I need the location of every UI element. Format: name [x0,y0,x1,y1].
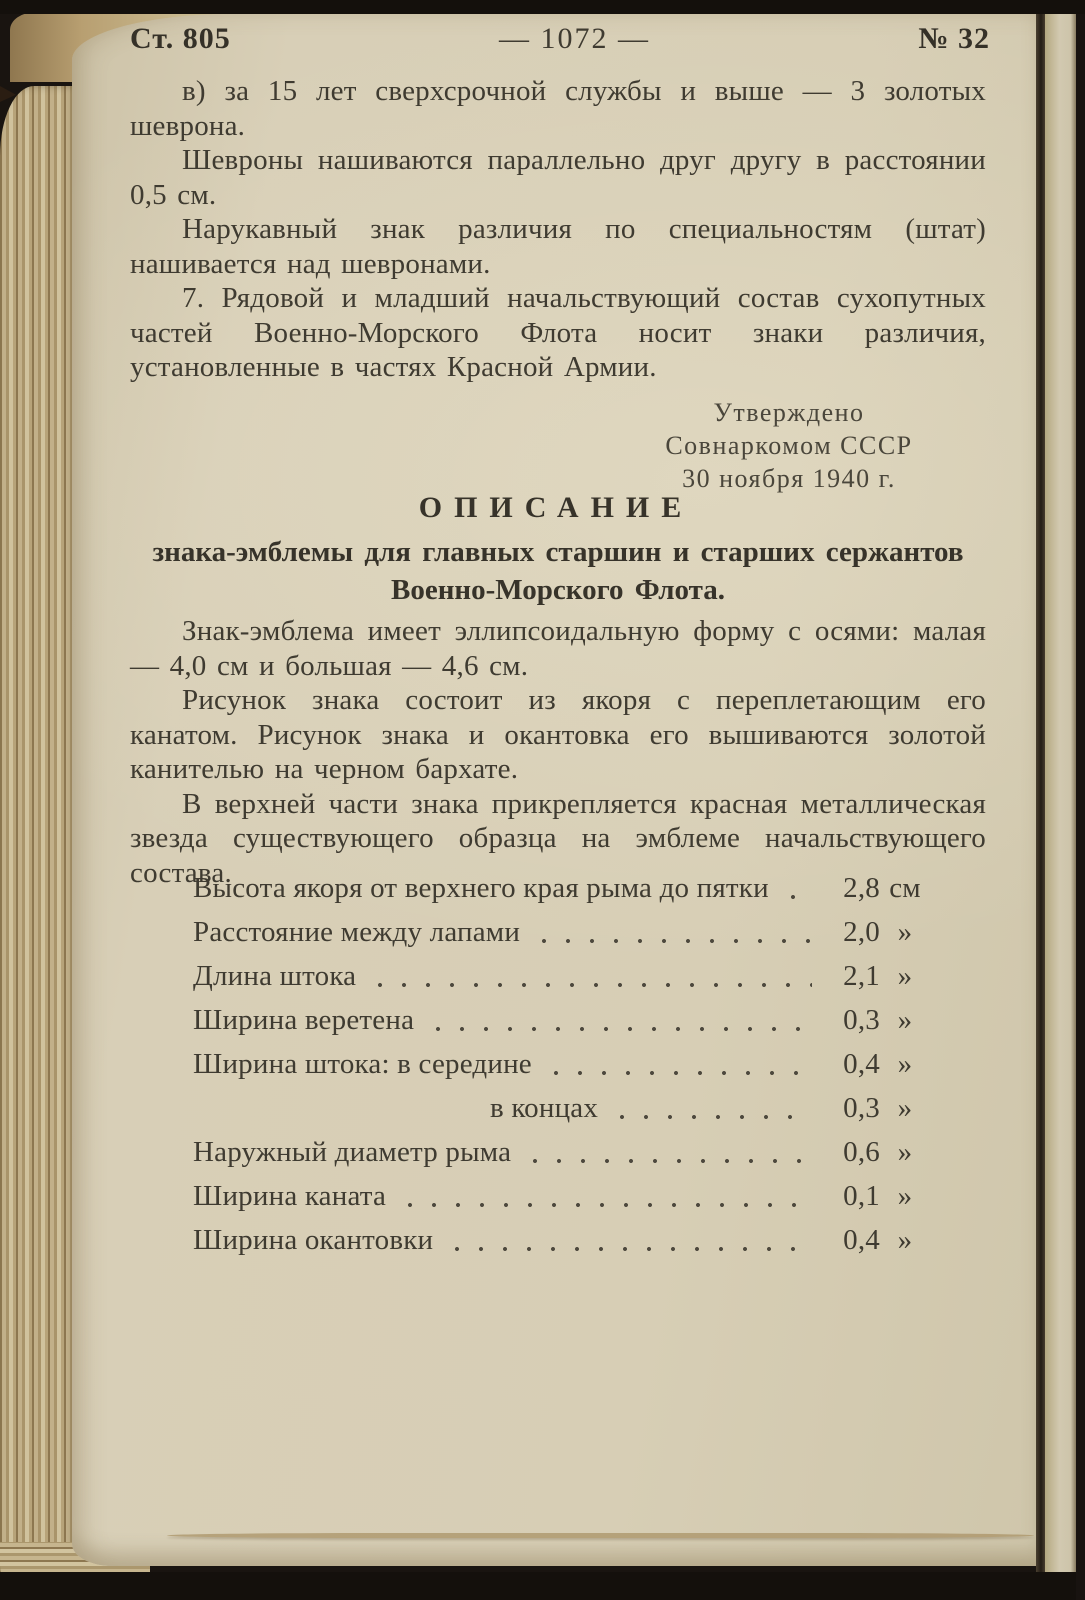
dot-leader [443,1224,812,1258]
paragraph: в) за 15 лет сверхсрочной службы и выше — 3 золотых шеврона. [130,75,986,142]
measurement-row [193,1180,930,1214]
measurement-value: 0,6 [843,1136,880,1168]
measurement-row [193,1092,930,1126]
approval-line: Совнаркомом СССР [665,431,913,460]
measurement-row [193,960,930,994]
paragraph: Нарукавный знак различия по специальностям (штат) нашивается над шевронами. [130,213,986,280]
issue-number: № 32 [918,22,990,55]
measurement-label: в концах [490,1092,599,1124]
measurement-value: 0,3 [843,1092,880,1124]
measurement-value: 0,3 [843,1004,880,1036]
measurement-value: 2,0 [843,916,880,948]
measurement-unit: » [897,1092,913,1124]
scan-bottom-border [0,1572,1085,1600]
measurement-unit: » [897,1136,913,1168]
subheading-line: знака-эмблемы для главных старшин и старших сержантов [152,536,964,568]
measurement-row [193,1136,930,1170]
approval-line: Утверждено [713,398,865,427]
measurement-value: 2,8 [843,872,880,904]
measurement-row [193,916,930,950]
dot-leader [521,1136,812,1170]
intro-paragraphs [130,74,986,385]
approval-note [624,396,954,495]
measurement-unit: » [897,1224,913,1256]
approval-line: 30 ноября 1940 г. [682,464,896,493]
dot-leader [366,960,812,994]
measurement-unit: см [889,872,921,904]
section-subheading [126,533,990,609]
subheading-line: Военно-Морского Флота. [390,574,725,606]
measurement-row [193,872,930,906]
measurements-table [193,872,930,1268]
running-header [130,22,990,56]
measurement-value: 2,1 [843,960,880,992]
dot-leader [608,1092,812,1126]
measurement-label: Ширина веретена [193,1004,415,1036]
measurement-row [193,1048,930,1082]
dot-leader [779,872,812,906]
article-number: Ст. 805 [130,22,231,55]
paragraph: В верхней части знака прикрепляется красная металлическая звезда существующего образца на эмблеме начальствующего состава. [130,787,986,889]
measurement-unit: » [897,960,913,992]
measurement-row [193,1224,930,1258]
measurement-value: 0,1 [843,1180,880,1212]
scan-right-border [1076,0,1085,1600]
dot-leader [530,916,812,950]
measurement-row [193,1004,930,1038]
section-heading: ОПИСАНИЕ [418,491,694,524]
measurement-unit: » [897,916,913,948]
dot-leader [396,1180,812,1214]
book-left-page-edges [0,86,80,1582]
measurement-unit: » [897,1004,913,1036]
page-bottom-curl-shadow [167,1533,1034,1538]
measurement-label: Высота якоря от верхнего края рыма до пятки [193,872,769,904]
body-paragraphs [130,614,986,890]
document-page [72,14,1040,1566]
paragraph: Знак-эмблема имеет эллипсоидальную форму с осями: малая — 4,0 см и большая — 4,6 см. [130,615,986,682]
page-number: — 1072 — [499,22,651,55]
measurement-label: Ширина окантовки [193,1224,434,1256]
measurement-unit: » [897,1048,913,1080]
measurement-value: 0,4 [843,1224,880,1256]
measurement-value: 0,4 [843,1048,880,1080]
dot-leader [542,1048,812,1082]
page-gutter-shadow [1036,0,1045,1600]
paragraph: Рисунок знака состоит из якоря с переплетающим его канатом. Рисунок знака и окантовка его вышиваются золотой канителью на черном бархате. [130,684,986,785]
paragraph: Шевроны нашиваются параллельно друг другу в расстоянии 0,5 см. [130,144,986,211]
facing-page-edge [1045,10,1077,1600]
measurement-label: Наружный диаметр рыма [193,1136,512,1168]
measurement-label: Расстояние между лапами [193,916,521,948]
measurement-unit: » [897,1180,913,1212]
dot-leader [424,1004,812,1038]
measurement-label: Ширина штока: в середине [193,1048,532,1080]
measurement-label: Ширина каната [193,1180,387,1212]
measurement-label: Длина штока [193,960,357,992]
scan-top-border [0,0,1085,14]
paragraph: 7. Рядовой и младший начальствующий состав сухопутных частей Военно-Морского Флота носит знаки различия, установленные в частях Красной Армии. [130,282,986,383]
